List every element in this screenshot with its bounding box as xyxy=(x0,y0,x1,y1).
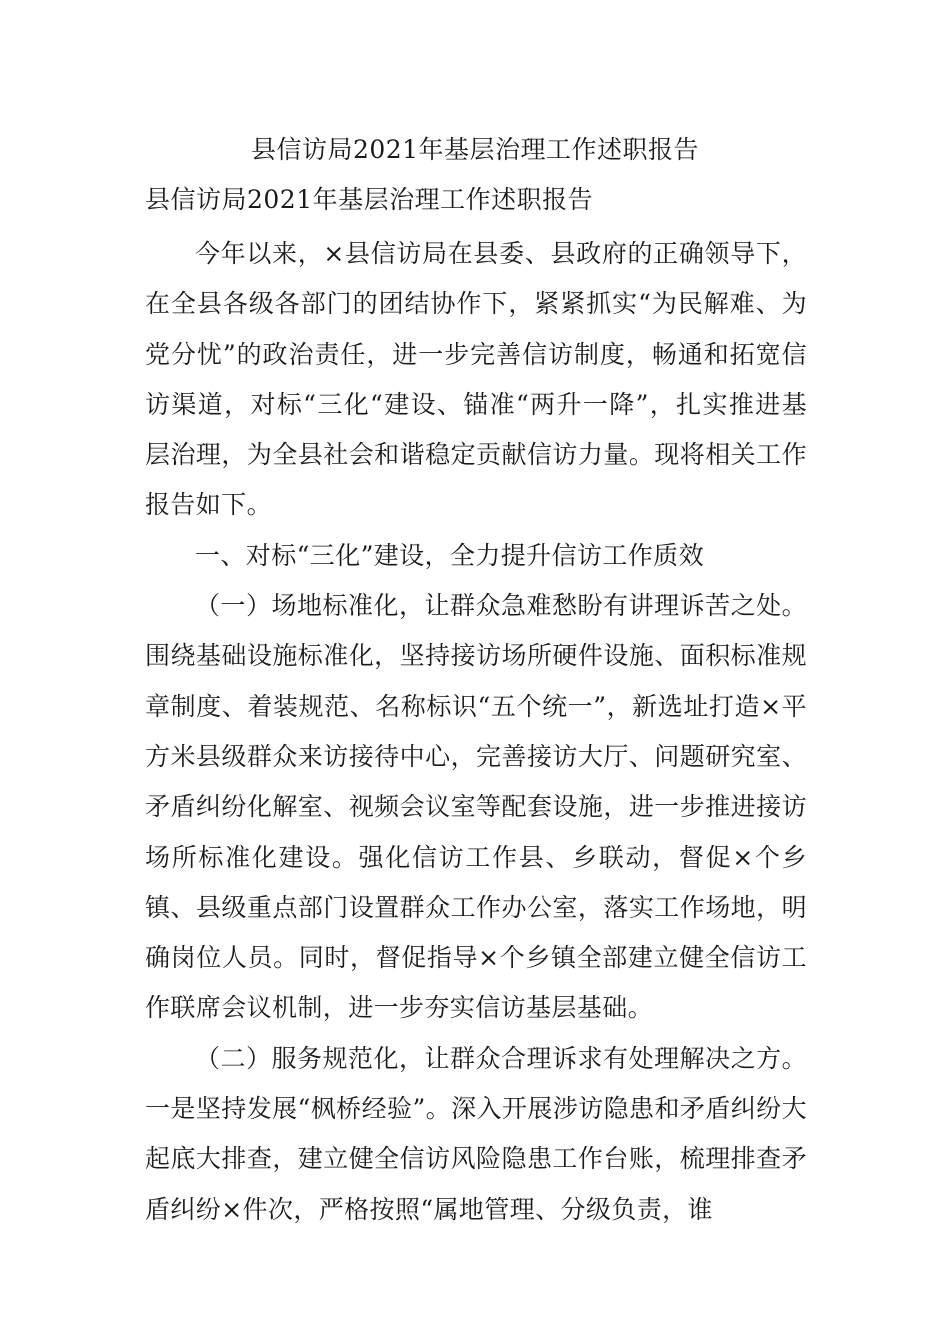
document-body xyxy=(145,229,807,1235)
document-title: 县信访局2021年基层治理工作述职报告 xyxy=(250,135,700,164)
document-subtitle: 县信访局2021年基层治理工作述职报告 xyxy=(145,185,594,214)
section-heading-1: 一、对标“三化”建设，全力提升信访工作质效 xyxy=(195,540,704,570)
paragraph-service-standardization: （二）服务规范化，让群众合理诉求有处理解决之方。一是坚持发展“枫桥经验”。深入开展涉访隐患和矛盾纠纷大起底大排查，建立健全信访风险隐患工作台账，梳理排查矛盾纠纷×件次，严格按照“属地管理、分级负责，谁 xyxy=(145,1043,807,1224)
paragraph-venue-standardization: （一）场地标准化，让群众急难愁盼有讲理诉苦之处。围绕基础设施标准化，坚持接访场所硬件设施、面积标准规章制度、着装规范、名称标识“五个统一”，新选址打造×平方米县级群众来访接待中心，完善接访大厅、问题研究室、矛盾纠纷化解室、视频会议室等配套设施，进一步推进接访场所标准化建设。强化信访工作县、乡联动，督促×个乡镇、县级重点部门设置群众工作办公室，落实工作场地，明确岗位人员。同时，督促指导×个乡镇全部建立健全信访工作联席会议机制，进一步夯实信访基层基础。 xyxy=(145,591,807,1023)
paragraph-intro: 今年以来，×县信访局在县委、县政府的正确领导下，在全县各级各部门的团结协作下，紧紧抓实“为民解难、为党分忧”的政治责任，进一步完善信访制度，畅通和拓宽信访渠道，对标“三化“建设、锚准“两升一降”，扎实推进基层治理，为全县社会和谐稳定贡献信访力量。现将相关工作报告如下。 xyxy=(145,239,807,520)
